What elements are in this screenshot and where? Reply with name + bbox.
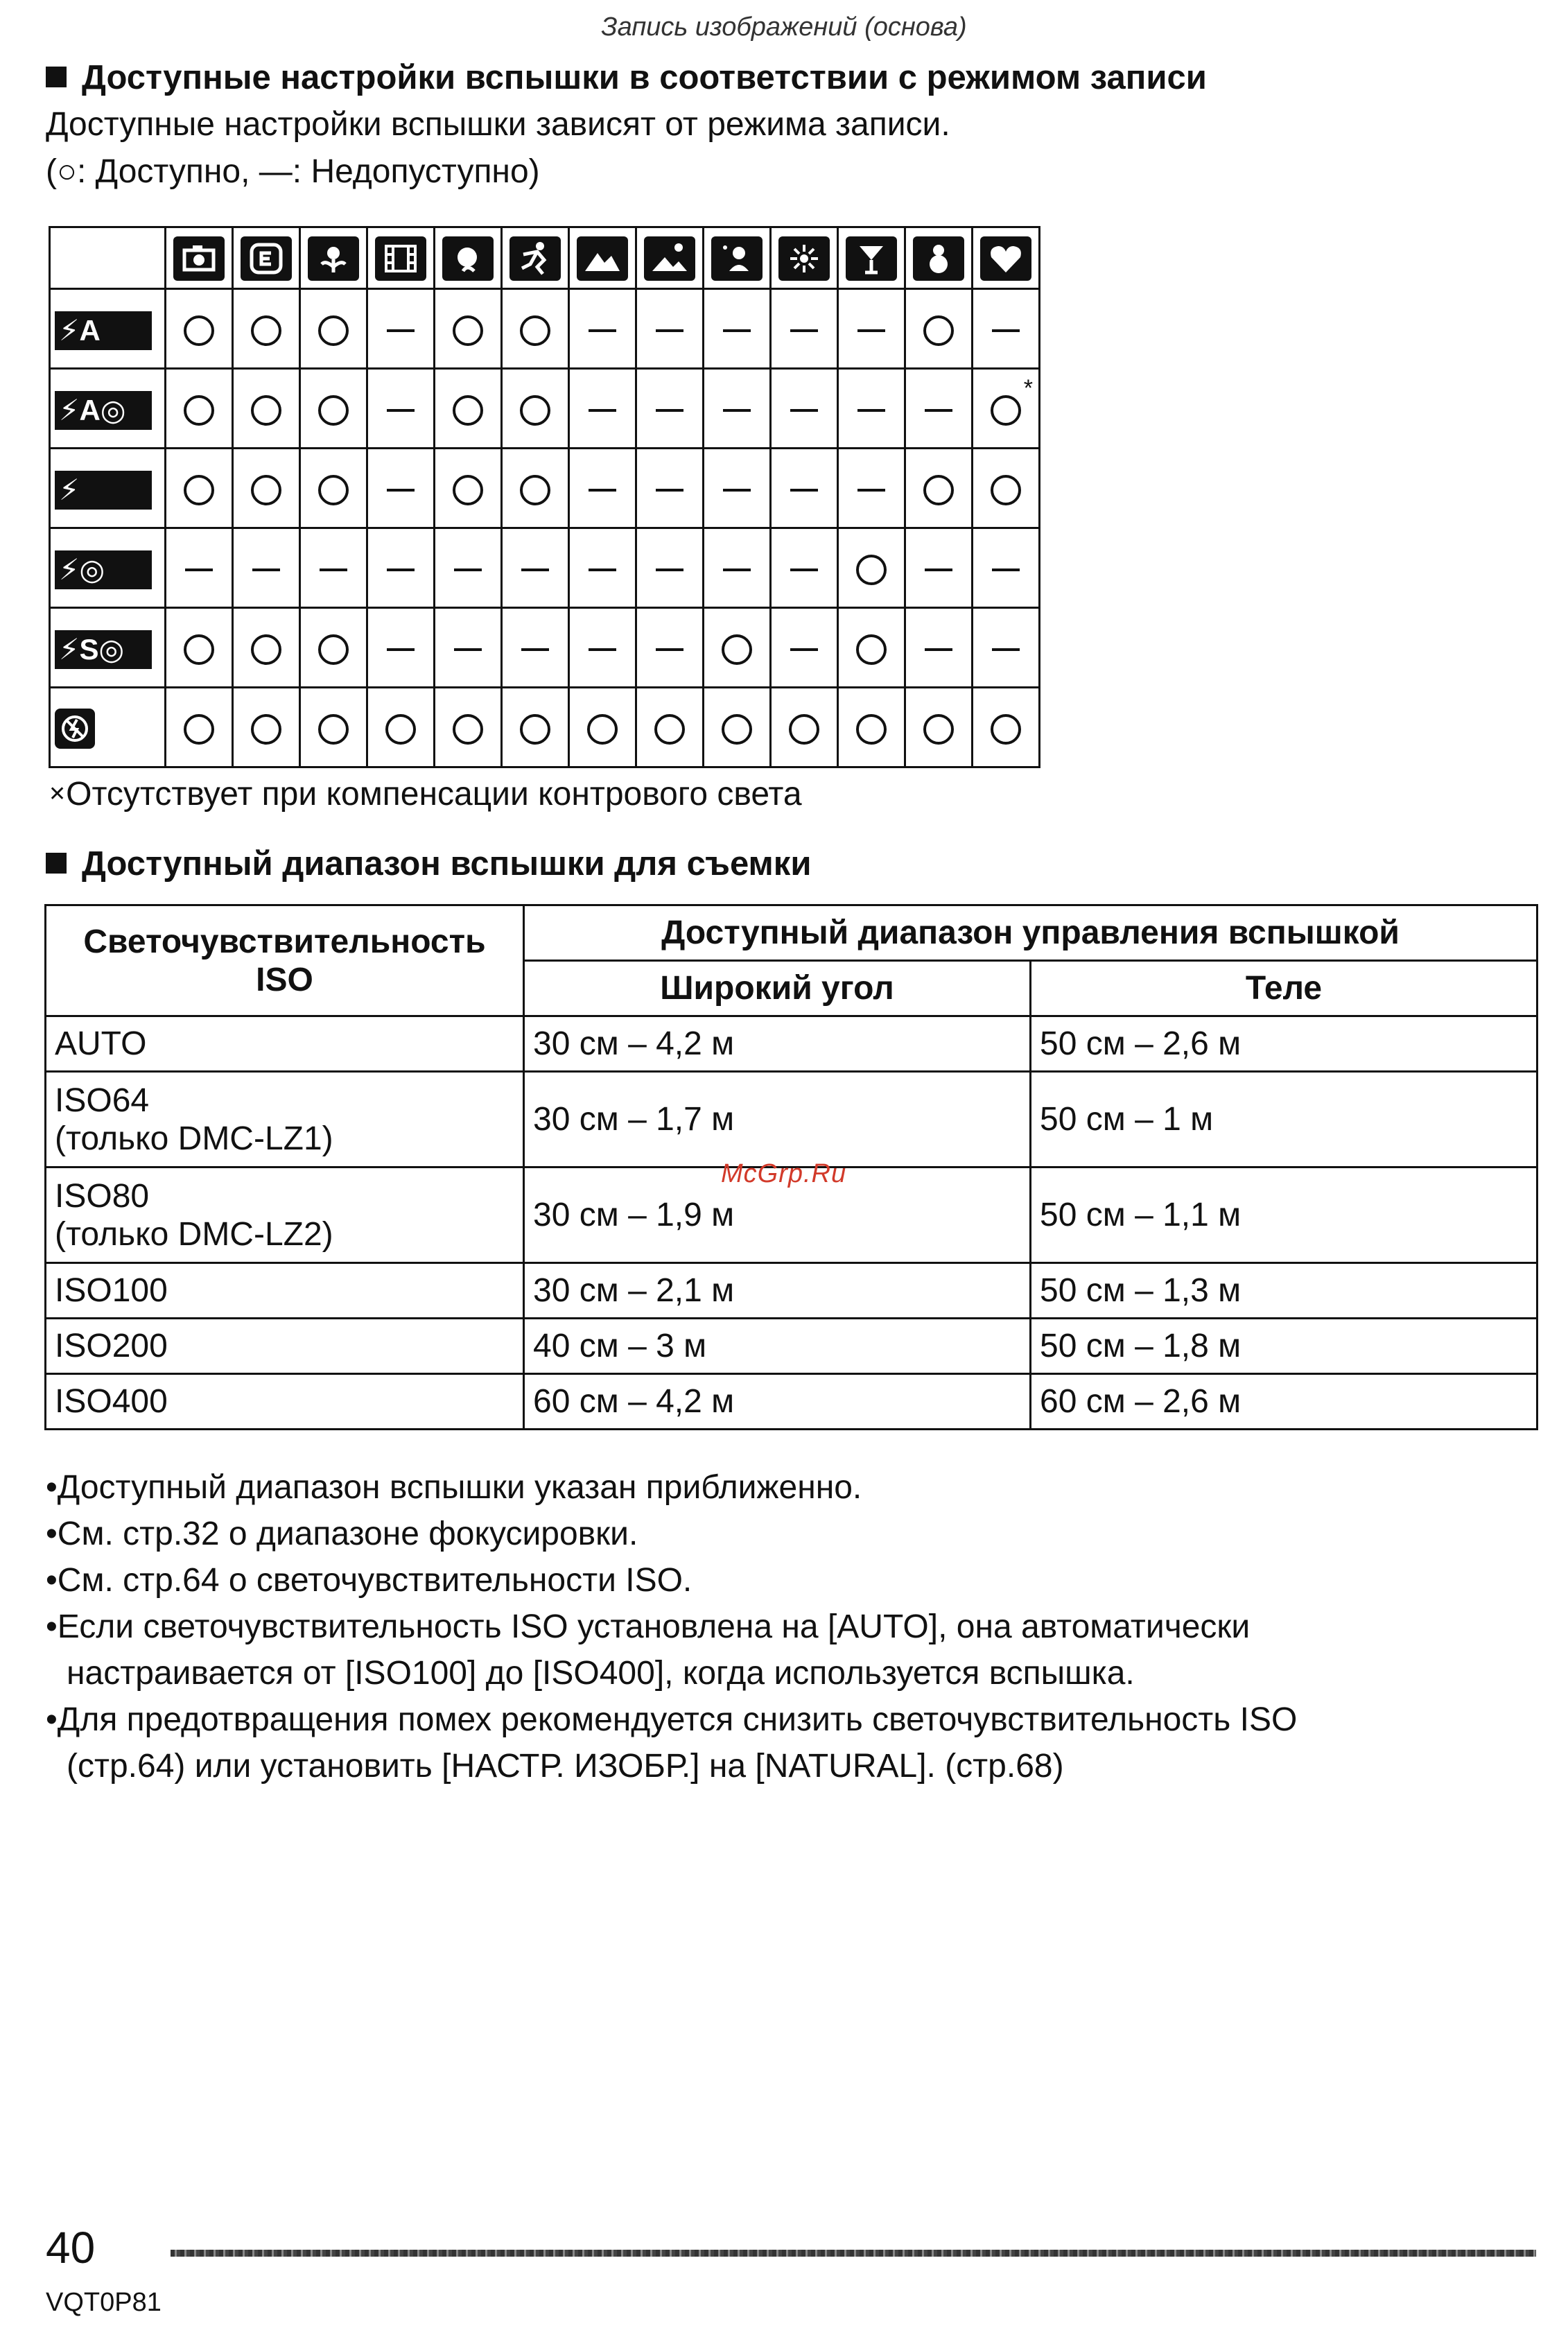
- flash-mode-label-cell: [50, 449, 166, 528]
- availability-cell: [973, 528, 1040, 608]
- available-mark: [856, 714, 887, 745]
- unavailable-mark: [790, 489, 818, 492]
- availability-cell: [502, 449, 569, 528]
- availability-cell: [300, 449, 367, 528]
- availability-cell: [636, 528, 704, 608]
- available-mark: [251, 714, 281, 745]
- unavailable-mark: [185, 568, 213, 571]
- unavailable-mark: [589, 489, 616, 492]
- availability-cell: [435, 688, 502, 767]
- mode-header-cell: [704, 227, 771, 289]
- availability-cell: [435, 449, 502, 528]
- unavailable-mark: [589, 409, 616, 412]
- table-row: [46, 1072, 1537, 1168]
- iso-value-cell: ISO400: [46, 1374, 524, 1430]
- sports-icon: [509, 236, 561, 281]
- availability-cell: [771, 608, 838, 688]
- mode-header-cell: [233, 227, 300, 289]
- snow-icon: [913, 236, 964, 281]
- flash-off-icon: [55, 709, 95, 749]
- unavailable-mark: [656, 648, 683, 651]
- availability-cell: [435, 289, 502, 369]
- flash-mode-label-cell: [50, 688, 166, 767]
- table-corner-cell: [50, 227, 166, 289]
- availability-cell: [569, 289, 636, 369]
- available-mark: [251, 315, 281, 346]
- unavailable-mark: [521, 648, 549, 651]
- availability-cell: [435, 528, 502, 608]
- availability-cell: [973, 369, 1040, 449]
- section-title-flash-range: Доступный диапазон вспышки для съемки: [46, 844, 811, 883]
- document-code: VQT0P81: [46, 2288, 162, 2317]
- auto-red-eye-flash-icon: ⚡A◎: [55, 391, 152, 430]
- tele-range-cell: 50 см – 1,8 м: [1031, 1319, 1537, 1374]
- slow-sync-red-eye-icon: ⚡S◎: [55, 630, 152, 669]
- mode-header-cell: [435, 227, 502, 289]
- availability-cell: [166, 449, 233, 528]
- availability-cell: [838, 449, 905, 528]
- available-mark: [722, 634, 752, 665]
- availability-cell: [300, 608, 367, 688]
- flash-mode-row: [50, 608, 1040, 688]
- flash-mode-label-cell: [50, 369, 166, 449]
- flash-mode-label-cell: [50, 528, 166, 608]
- wide-range-cell: 30 см – 1,7 м: [524, 1072, 1031, 1168]
- availability-cell: [636, 449, 704, 528]
- available-mark: [654, 714, 685, 745]
- mode-header-cell: [367, 227, 435, 289]
- availability-cell: [905, 369, 973, 449]
- mode-header-cell: [502, 227, 569, 289]
- availability-cell: [166, 528, 233, 608]
- unavailable-mark: [387, 329, 415, 332]
- availability-cell: [300, 369, 367, 449]
- footnote-asterisk: *: [1023, 375, 1033, 401]
- note-line: •См. стр.64 о светочувствительности ISO.: [46, 1562, 692, 1599]
- available-mark: [453, 714, 483, 745]
- table-row: [46, 1319, 1537, 1374]
- availability-cell: [704, 528, 771, 608]
- availability-cell: [905, 289, 973, 369]
- available-mark: [991, 475, 1021, 505]
- availability-cell: [636, 369, 704, 449]
- unavailable-mark: [723, 489, 751, 492]
- availability-cell: [233, 688, 300, 767]
- wide-header: Широкий угол: [524, 961, 1031, 1016]
- availability-cell: [233, 289, 300, 369]
- availability-cell: [367, 688, 435, 767]
- availability-cell: [300, 289, 367, 369]
- available-mark: [587, 714, 618, 745]
- availability-cell: [704, 608, 771, 688]
- available-mark: [318, 634, 349, 665]
- unavailable-mark: [656, 489, 683, 492]
- mode-header-cell: [166, 227, 233, 289]
- tele-range-cell: 50 см – 1 м: [1031, 1072, 1537, 1168]
- wide-range-cell: 30 см – 2,1 м: [524, 1263, 1031, 1319]
- section-bullet-icon: [46, 853, 67, 874]
- availability-cell: [166, 688, 233, 767]
- availability-cell: [636, 688, 704, 767]
- availability-cell: [569, 608, 636, 688]
- availability-cell: [435, 369, 502, 449]
- unavailable-mark: [925, 568, 952, 571]
- section-bullet-icon: [46, 67, 67, 87]
- available-mark: [856, 555, 887, 585]
- available-mark: [722, 714, 752, 745]
- notes-list: [46, 1464, 1297, 1789]
- available-mark: [453, 395, 483, 426]
- availability-cell: [973, 449, 1040, 528]
- availability-cell: [838, 608, 905, 688]
- running-header: Запись изображений (основа): [601, 12, 967, 42]
- unavailable-mark: [656, 568, 683, 571]
- note-line: •Если светочувствительность ISO установлена на [AUTO], она автоматически: [46, 1608, 1251, 1645]
- availability-cell: [367, 608, 435, 688]
- availability-cell: [367, 289, 435, 369]
- availability-cell: [166, 608, 233, 688]
- tele-header: Теле: [1031, 961, 1537, 1016]
- auto-flash-icon: ⚡A: [55, 311, 152, 350]
- unavailable-mark: [589, 648, 616, 651]
- unavailable-mark: [992, 648, 1020, 651]
- availability-cell: [771, 289, 838, 369]
- unavailable-mark: [589, 329, 616, 332]
- macro-flower-icon: [308, 236, 359, 281]
- unavailable-mark: [790, 409, 818, 412]
- available-mark: [184, 395, 214, 426]
- available-mark: [251, 475, 281, 505]
- mode-header-cell: [905, 227, 973, 289]
- note-line: настраивается от [ISO100] до [ISO400], когда используется вспышка.: [67, 1655, 1135, 1692]
- heart-icon: [980, 236, 1031, 281]
- availability-cell: [166, 369, 233, 449]
- available-mark: [520, 475, 550, 505]
- tele-range-cell: 60 см – 2,6 м: [1031, 1374, 1537, 1430]
- available-mark: [318, 395, 349, 426]
- availability-cell: [502, 289, 569, 369]
- available-mark: [789, 714, 819, 745]
- available-mark: [453, 315, 483, 346]
- portrait-icon: [442, 236, 494, 281]
- availability-cell: [233, 449, 300, 528]
- camera-icon: [173, 236, 225, 281]
- availability-cell: [838, 289, 905, 369]
- availability-cell: [973, 608, 1040, 688]
- flash-availability-table: [49, 226, 1040, 768]
- iso-value-cell: AUTO: [46, 1016, 524, 1072]
- available-mark: [318, 475, 349, 505]
- availability-cell: [838, 369, 905, 449]
- section-title-flash-settings: Доступные настройки вспышки в соответствии с режимом записи: [46, 58, 1207, 97]
- unavailable-mark: [656, 409, 683, 412]
- page-number: 40: [46, 2223, 96, 2273]
- unavailable-mark: [790, 329, 818, 332]
- scenery-icon: [577, 236, 628, 281]
- available-mark: [520, 395, 550, 426]
- availability-cell: [771, 369, 838, 449]
- flash-mode-row: [50, 528, 1040, 608]
- available-mark: [184, 714, 214, 745]
- unavailable-mark: [387, 568, 415, 571]
- availability-cell: [771, 688, 838, 767]
- availability-cell: [636, 608, 704, 688]
- unavailable-mark: [387, 648, 415, 651]
- availability-cell: [233, 528, 300, 608]
- intro-text: Доступные настройки вспышки зависят от режима записи.: [46, 106, 950, 143]
- availability-cell: [704, 369, 771, 449]
- available-mark: [385, 714, 416, 745]
- flash-mode-label-cell: [50, 289, 166, 369]
- unavailable-mark: [723, 329, 751, 332]
- availability-cell: [233, 369, 300, 449]
- iso-value-cell: ISO80 (только DMC-LZ2): [46, 1168, 524, 1263]
- availability-cell: [905, 449, 973, 528]
- available-mark: [251, 395, 281, 426]
- film-icon: [375, 236, 426, 281]
- iso-value-cell: ISO64 (только DMC-LZ1): [46, 1072, 524, 1168]
- table-footnote: ✕Отсутствует при компенсации контрового света: [49, 776, 802, 813]
- availability-cell: [502, 528, 569, 608]
- unavailable-mark: [454, 648, 482, 651]
- unavailable-mark: [387, 409, 415, 412]
- mode-header-cell: [569, 227, 636, 289]
- wide-range-cell: 30 см – 1,9 м: [524, 1168, 1031, 1263]
- party-glass-icon: [846, 236, 897, 281]
- tele-range-cell: 50 см – 1,3 м: [1031, 1263, 1537, 1319]
- wide-range-cell: 30 см – 4,2 м: [524, 1016, 1031, 1072]
- availability-cell: [636, 289, 704, 369]
- wide-range-cell: 60 см – 4,2 м: [524, 1374, 1031, 1430]
- available-mark: [184, 475, 214, 505]
- note-line: •Доступный диапазон вспышки указан приближенно.: [46, 1469, 862, 1506]
- availability-cell: [569, 449, 636, 528]
- availability-cell: [838, 528, 905, 608]
- iso-value-cell: ISO200: [46, 1319, 524, 1374]
- availability-cell: [367, 369, 435, 449]
- unavailable-mark: [857, 329, 885, 332]
- availability-cell: [233, 608, 300, 688]
- flash-mode-row: [50, 688, 1040, 767]
- availability-cell: [905, 688, 973, 767]
- table-row: [46, 1016, 1537, 1072]
- economy-mode-icon: [241, 236, 292, 281]
- availability-cell: [771, 449, 838, 528]
- available-mark: [991, 714, 1021, 745]
- available-mark: [318, 315, 349, 346]
- available-mark: [991, 395, 1021, 426]
- available-mark: [453, 475, 483, 505]
- unavailable-mark: [723, 409, 751, 412]
- available-mark: [923, 315, 954, 346]
- availability-cell: [905, 528, 973, 608]
- availability-cell: [569, 528, 636, 608]
- available-mark: [923, 714, 954, 745]
- availability-cell: [905, 608, 973, 688]
- iso-header: Светочувствительность ISO: [46, 905, 524, 1016]
- mode-header-cell: [973, 227, 1040, 289]
- availability-cell: [973, 688, 1040, 767]
- available-mark: [923, 475, 954, 505]
- availability-cell: [973, 289, 1040, 369]
- unavailable-mark: [992, 568, 1020, 571]
- unavailable-mark: [857, 489, 885, 492]
- availability-cell: [502, 688, 569, 767]
- page-footer-bar: [171, 2250, 1536, 2257]
- table-row: [46, 1374, 1537, 1430]
- watermark: McGrp.Ru: [721, 1159, 847, 1188]
- availability-cell: [502, 608, 569, 688]
- mode-header-cell: [300, 227, 367, 289]
- available-mark: [251, 634, 281, 665]
- forced-red-eye-flash-icon: ⚡◎: [55, 550, 152, 589]
- unavailable-mark: [252, 568, 280, 571]
- tele-range-cell: 50 см – 1,1 м: [1031, 1168, 1537, 1263]
- iso-value-cell: ISO100: [46, 1263, 524, 1319]
- available-mark: [520, 315, 550, 346]
- table-row: [46, 1263, 1537, 1319]
- unavailable-mark: [992, 329, 1020, 332]
- mode-header-cell: [636, 227, 704, 289]
- available-mark: [184, 315, 214, 346]
- availability-cell: [502, 369, 569, 449]
- wide-range-cell: 40 см – 3 м: [524, 1319, 1031, 1374]
- mode-header-cell: [771, 227, 838, 289]
- fireworks-icon: [778, 236, 830, 281]
- range-group-header: Доступный диапазон управления вспышкой: [524, 905, 1537, 961]
- availability-cell: [771, 528, 838, 608]
- availability-cell: [300, 688, 367, 767]
- availability-cell: [300, 528, 367, 608]
- note-line: •Для предотвращения помех рекомендуется снизить светочувствительность ISO: [46, 1701, 1298, 1738]
- availability-cell: [569, 369, 636, 449]
- availability-cell: [435, 608, 502, 688]
- availability-cell: [367, 449, 435, 528]
- tele-range-cell: 50 см – 2,6 м: [1031, 1016, 1537, 1072]
- availability-cell: [838, 688, 905, 767]
- unavailable-mark: [790, 648, 818, 651]
- note-line: •См. стр.32 о диапазоне фокусировки.: [46, 1516, 638, 1552]
- availability-cell: [569, 688, 636, 767]
- legend-text: (○: Доступно, —: Недопуступно): [46, 153, 540, 190]
- flash-mode-row: [50, 289, 1040, 369]
- availability-cell: [704, 688, 771, 767]
- unavailable-mark: [723, 568, 751, 571]
- unavailable-mark: [790, 568, 818, 571]
- availability-cell: [367, 528, 435, 608]
- unavailable-mark: [925, 648, 952, 651]
- availability-cell: [166, 289, 233, 369]
- available-mark: [184, 634, 214, 665]
- available-mark: [856, 634, 887, 665]
- available-mark: [318, 714, 349, 745]
- unavailable-mark: [925, 409, 952, 412]
- unavailable-mark: [656, 329, 683, 332]
- mode-header-cell: [838, 227, 905, 289]
- note-line: (стр.64) или установить [НАСТР. ИЗОБР.] на [NATURAL]. (стр.68): [67, 1748, 1064, 1785]
- night-scenery-icon: [644, 236, 695, 281]
- flash-mode-row: [50, 449, 1040, 528]
- unavailable-mark: [387, 489, 415, 492]
- availability-cell: [704, 289, 771, 369]
- unavailable-mark: [857, 409, 885, 412]
- unavailable-mark: [454, 568, 482, 571]
- available-mark: [520, 714, 550, 745]
- forced-flash-on-icon: ⚡: [55, 471, 152, 510]
- unavailable-mark: [589, 568, 616, 571]
- flash-mode-label-cell: [50, 608, 166, 688]
- availability-cell: [704, 449, 771, 528]
- unavailable-mark: [320, 568, 347, 571]
- unavailable-mark: [521, 568, 549, 571]
- night-portrait-icon: [711, 236, 763, 281]
- flash-mode-row: [50, 369, 1040, 449]
